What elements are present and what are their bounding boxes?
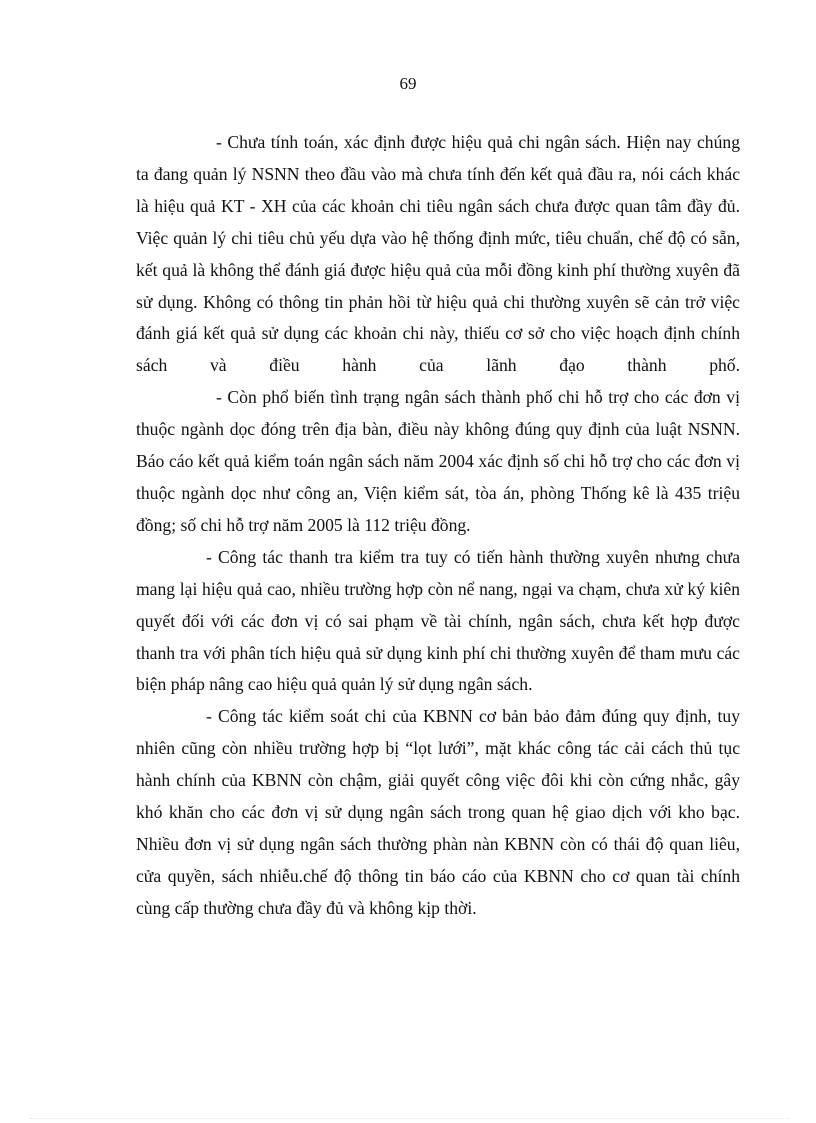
paragraph-inspection: - Công tác thanh tra kiểm tra tuy có tiến hành thường xuyên nhưng chưa mang lại hiệu quả cao, nhiều trường hợp còn nể nang, ngại va chạm, chưa xử ký kiên quyết đối với các đơn vị có sai phạm về tài chính, ngân sách, chưa kết hợp được thanh tra với phân tích hiệu quả sử dụng kinh phí chi thường xuyên để tham mưu các biện pháp nâng cao hiệu quả quản lý sử dụng ngân sách. <box>136 546 740 695</box>
page-number: 69 <box>399 74 417 93</box>
paragraph-vertical-units-support: - Còn phổ biến tình trạng ngân sách thành phố chi hỗ trợ cho các đơn vị thuộc ngành dọc đóng trên địa bàn, điều này không đúng quy định của luật NSNN. Báo cáo kết quả kiểm toán ngân sách năm 2004 xác định số chi hỗ trợ cho các đơn vị thuộc ngành dọc như công an, Viện kiểm sát, tòa án, phòng Thống kê là 435 triệu đồng; số chi hỗ trợ năm 2005 là 112 triệu đồng. <box>136 387 740 535</box>
paragraph-treasury-control: - Công tác kiểm soát chi của KBNN cơ bản bảo đảm đúng quy định, tuy nhiên cũng còn nhiều trường hợp bị “lọt lưới”, mặt khác công tác cải cách thủ tục hành chính của KBNN còn chậm, giải quyết công việc đôi khi còn cứng nhắc, gây khó khăn cho các đơn vị sử dụng ngân sách trong quan hệ giao dịch với kho bạc. Nhiều đơn vị sử dụng ngân sách thường phàn nàn KBNN còn có thái độ quan liêu, cửa quyền, sách nhiễu.chế độ thông tin báo cáo của KBNN cho cơ quan tài chính cùng cấp thường chưa đầy đủ và không kịp thời. <box>136 706 740 918</box>
document-body <box>136 127 740 925</box>
page-bottom-border <box>30 1118 790 1119</box>
paragraph-budget-efficiency: - Chưa tính toán, xác định được hiệu quả chi ngân sách. Hiện nay chúng ta đang quản lý NSNN theo đầu vào mà chưa tính đến kết quả đầu ra, nói cách khác là hiệu quả KT - XH của các khoản chi tiêu ngân sách chưa được quan tâm đầy đủ. Việc quản lý chi tiêu chủ yếu dựa vào hệ thống định mức, tiêu chuẩn, chế độ có sẵn, kết quả là không thể đánh giá được hiệu quả của mỗi đồng kinh phí thường xuyên đã sử dụng. Không có thông tin phản hồi từ hiệu quả chi thường xuyên sẽ cản trở việc đánh giá kết quả sử dụng các khoản chi này, thiếu cơ sở cho việc hoạch định chính sách và điều hành của lãnh đạo thành phố. <box>136 132 740 376</box>
